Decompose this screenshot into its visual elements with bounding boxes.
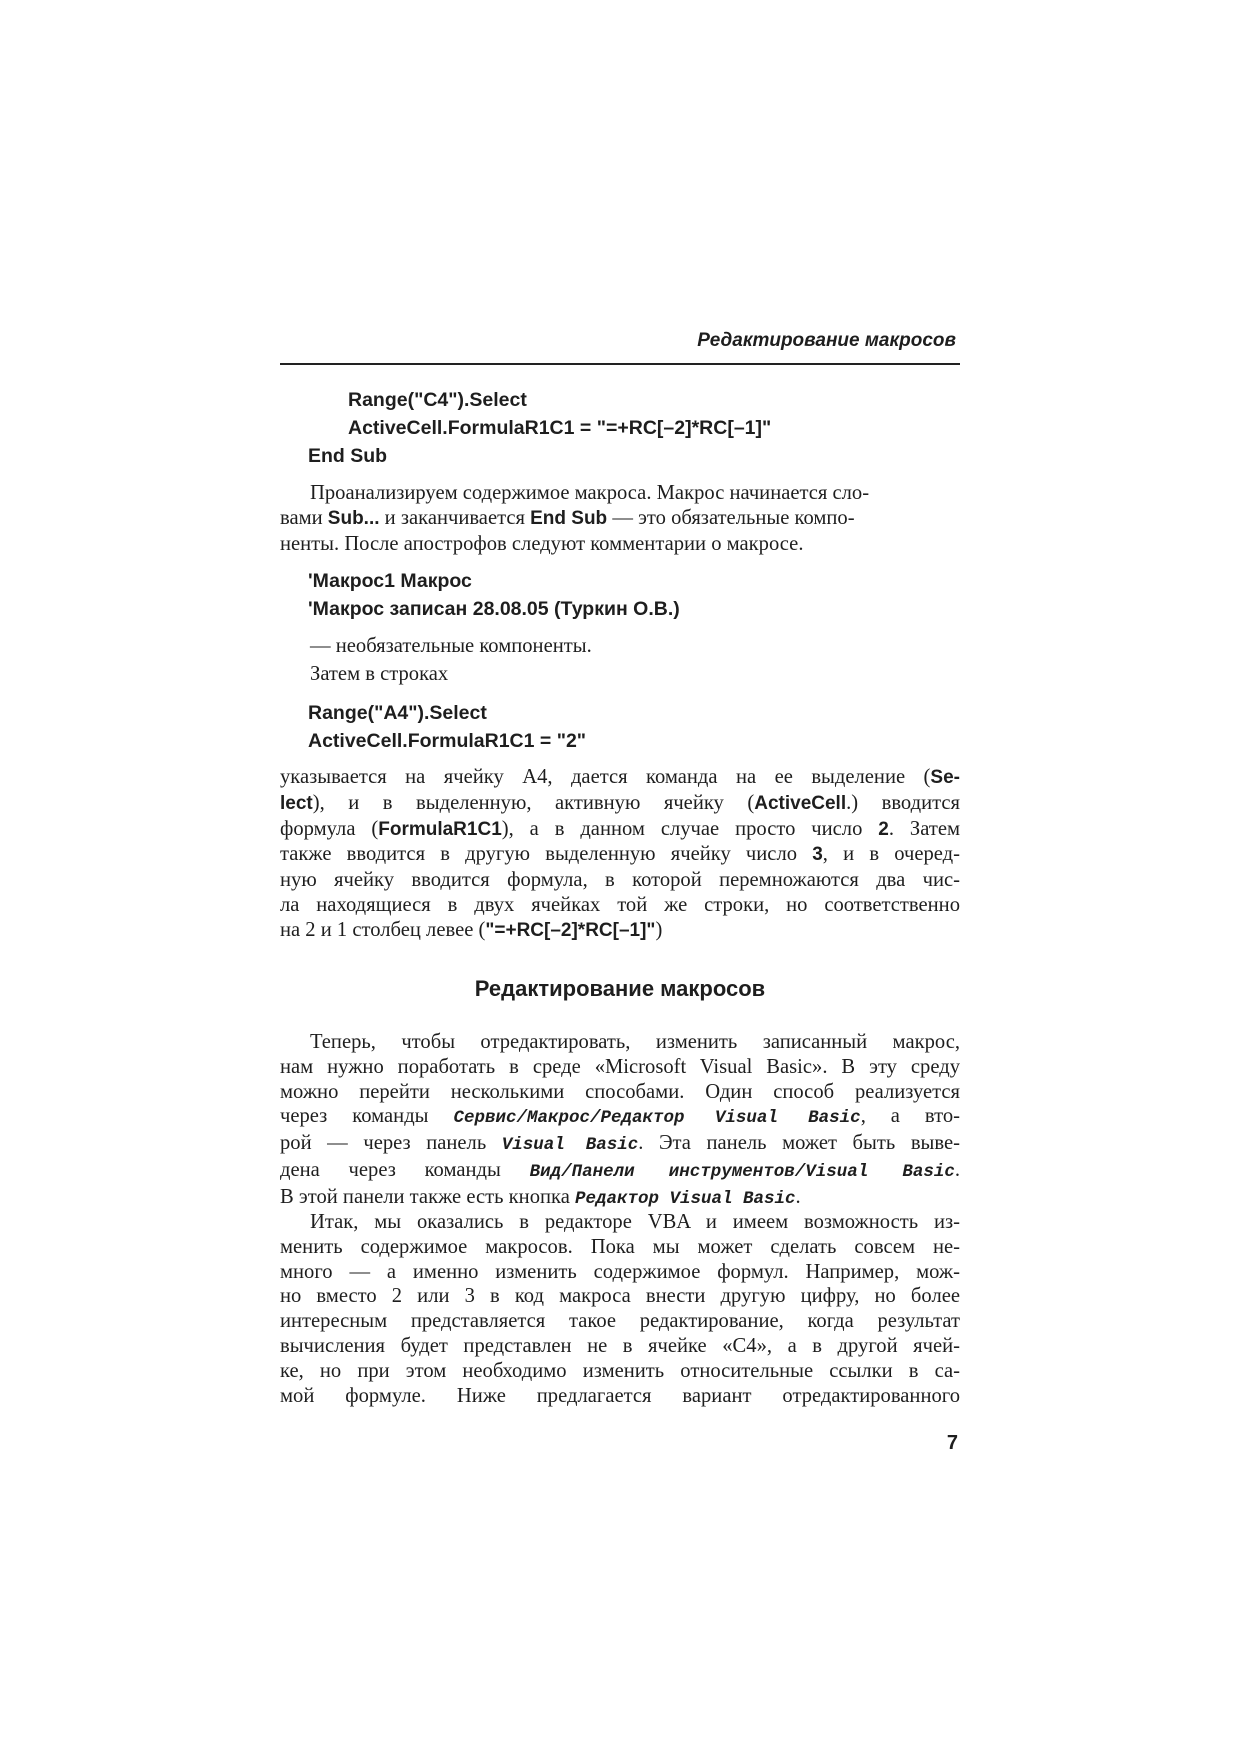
text-line: формула (FormulaR1C1), а в данном случае просто число 2. Затем bbox=[280, 817, 960, 840]
text-line: — необязательные компоненты. bbox=[310, 635, 592, 657]
code-line: Range("C4").Select bbox=[348, 389, 527, 411]
page-number: 7 bbox=[946, 1432, 958, 1454]
code-comment-line: 'Макрос1 Макрос bbox=[308, 570, 472, 592]
text-line: менить содержимое макросов. Пока мы может сделать совсем не- bbox=[280, 1235, 960, 1258]
code-line: ActiveCell.FormulaR1C1 = "=+RC[–2]*RC[–1]" bbox=[348, 417, 772, 439]
paragraph-3 bbox=[280, 1030, 960, 1212]
code-block-2 bbox=[308, 567, 680, 623]
text-line: В этой панели также есть кнопка Редактор Visual Basic. bbox=[280, 1185, 801, 1209]
text-line: но вместо 2 или 3 в код макроса внести другую цифру, но более bbox=[280, 1285, 960, 1308]
running-header-title: Редактирование макросов bbox=[697, 330, 956, 351]
text-line: можно перейти несколькими способами. Один способ реализуется bbox=[280, 1080, 960, 1103]
text-line: интересным представляется такое редактирование, когда результат bbox=[280, 1310, 960, 1333]
text-line: Итак, мы оказались в редакторе VBA и имеем возможность из- bbox=[310, 1211, 960, 1233]
text-line: вами Sub... и заканчивается End Sub — это обязательные компо- bbox=[280, 506, 855, 529]
text-line: указывается на ячейку А4, дается команда на ее выделение (Se- bbox=[280, 766, 960, 788]
text-line: на 2 и 1 столбец левее ("=+RC[–2]*RC[–1]") bbox=[280, 918, 663, 941]
text-line: ненты. После апострофов следуют комментарии о макросе. bbox=[280, 532, 804, 555]
code-comment-line: 'Макрос записан 28.08.05 (Туркин О.В.) bbox=[308, 598, 680, 620]
code-block-1 bbox=[308, 386, 771, 470]
text-line: Теперь, чтобы отредактировать, изменить записанный макрос, bbox=[310, 1031, 960, 1053]
text-line: мой формуле. Ниже предлагается вариант отредактированного bbox=[280, 1384, 960, 1407]
code-block-3 bbox=[308, 699, 586, 755]
text-line: ную ячейку вводится формула, в которой перемножаются два чис- bbox=[280, 869, 960, 892]
paragraph-4 bbox=[280, 1210, 960, 1408]
paragraph-2 bbox=[280, 765, 960, 944]
section-heading: Редактирование макросов bbox=[474, 976, 766, 1001]
text-line: Затем в строках bbox=[310, 663, 449, 685]
text-line: вычисления будет представлен не в ячейке «С4», а в другой ячей- bbox=[280, 1334, 960, 1357]
code-line: Range("A4").Select bbox=[308, 702, 487, 724]
paragraph-1 bbox=[280, 481, 960, 556]
code-line: ActiveCell.FormulaR1C1 = "2" bbox=[308, 730, 587, 752]
text-line: также вводится в другую выделенную ячейку число 3, и в очеред- bbox=[280, 843, 960, 866]
text-line: Проанализируем содержимое макроса. Макрос начинается сло- bbox=[310, 482, 870, 504]
text-line: нам нужно поработать в среде «Microsoft Visual Basic». В эту среду bbox=[280, 1055, 960, 1078]
inline-code: End Sub bbox=[530, 507, 608, 529]
text-line: дена через команды Вид/Панели инструментов/Visual Basic. bbox=[280, 1158, 960, 1182]
text-line: много — а именно изменить содержимое формул. Например, мож- bbox=[280, 1260, 960, 1283]
text-line: через команды Сервис/Макрос/Редактор Visual Basic, а вто- bbox=[280, 1105, 960, 1129]
inline-code: Sub... bbox=[327, 507, 380, 529]
text-line: lect), и в выделенную, активную ячейку (ActiveCell.) вводится bbox=[280, 791, 961, 814]
code-line: End Sub bbox=[308, 445, 388, 467]
text-line: ке, но при этом необходимо изменить относительные ссылки в са- bbox=[280, 1359, 960, 1382]
header-divider bbox=[280, 363, 960, 365]
text-line: рой — через панель Visual Basic. Эта панель может быть выве- bbox=[280, 1132, 960, 1156]
text-block-2 bbox=[310, 632, 592, 688]
text-line: ла находящиеся в двух ячейках той же строки, но соответственно bbox=[280, 893, 960, 916]
